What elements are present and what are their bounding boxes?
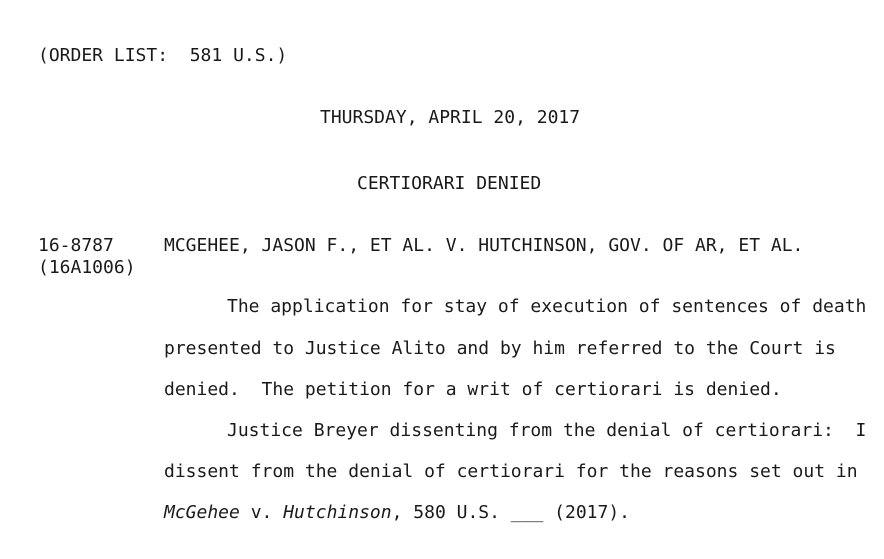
citation-party2: Hutchinson	[283, 502, 392, 523]
paragraph2-line2: dissent from the denial of certiorari for the reasons set out in	[164, 461, 858, 482]
section-title: CERTIORARI DENIED	[357, 173, 542, 194]
order-list-header: (ORDER LIST: 581 U.S.)	[38, 45, 288, 66]
paragraph1-line1: The application for stay of execution of sentences of death	[227, 296, 867, 317]
paragraph1-line3: denied. The petition for a writ of certiorari is denied.	[164, 379, 782, 400]
case-caption: MCGEHEE, JASON F., ET AL. V. HUTCHINSON, GOV. OF AR, ET AL.	[164, 235, 804, 256]
paragraph1-line2: presented to Justice Alito and by him referred to the Court is	[164, 338, 836, 359]
paragraph2-line1: Justice Breyer dissenting from the denial of certiorari: I	[227, 420, 867, 441]
order-date: THURSDAY, APRIL 20, 2017	[320, 107, 581, 128]
application-number: (16A1006)	[38, 257, 136, 278]
docket-number: 16-8787	[38, 235, 114, 256]
citation-party1: McGehee	[164, 502, 240, 523]
citation-versus: v.	[239, 502, 284, 523]
citation-line	[164, 502, 630, 524]
citation-reporter: , 580 U.S. ___ (2017).	[391, 502, 631, 523]
